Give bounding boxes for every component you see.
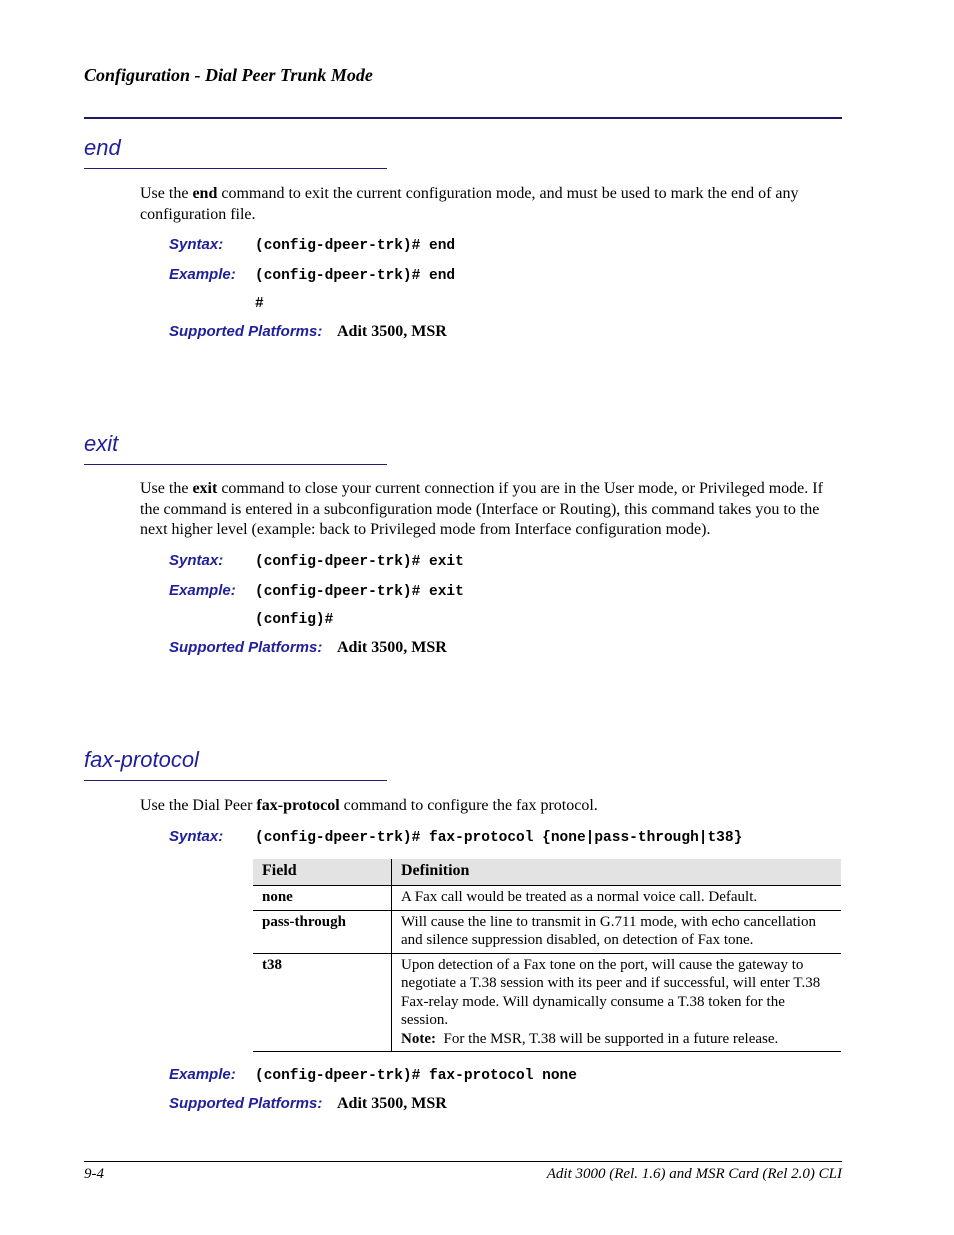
note-label: Note: [401,1030,436,1047]
platforms-value-end: Adit 3500, MSR [337,323,447,340]
section-rule-exit [84,464,387,465]
example-code-exit-1: (config-dpeer-trk)# exit [255,584,464,600]
platforms-label: Supported Platforms: [169,323,323,340]
definition-cell: A Fax call would be treated as a normal voice call. Default. [392,886,842,911]
section-title-fax-protocol: fax-protocol [84,747,199,772]
syntax-label: Syntax: [169,828,224,845]
definition-text: Upon detection of a Fax tone on the port, will cause the gateway to negotiate a T.38 session with its peer and if successful, will enter T.38 Fax-relay mode. Will dynamically consume a T.38 token for the session. [401,956,821,1028]
example-code-end-2: # [255,296,264,312]
page-number: 9-4 [84,1166,104,1182]
syntax-label: Syntax: [169,552,224,569]
section-rule-end [84,168,387,169]
footer-rule [84,1161,842,1162]
document-title: Adit 3000 (Rel. 1.6) and MSR Card (Rel 2.0) CLI [546,1166,842,1182]
description-text: command to close your current connection if you are in the User mode, or Privileged mode. If the command is entered in a subconfiguration mode (Interface or Routing), this command takes you to the next higher level (example: back to Privileged mode from Interface configuration mode). [140,480,823,538]
platforms-label: Supported Platforms: [169,1095,323,1112]
description-fax-protocol [140,796,842,817]
field-cell: t38 [253,953,392,1052]
table-row [253,910,841,953]
syntax-code-fax-protocol: (config-dpeer-trk)# fax-protocol {none|pass-through|t38} [255,830,743,846]
example-code-fax-protocol: (config-dpeer-trk)# fax-protocol none [255,1068,577,1084]
command-keyword: end [192,185,218,202]
platforms-value-exit: Adit 3500, MSR [337,639,447,656]
header-rule [84,117,842,119]
note-text: For the MSR, T.38 will be supported in a future release. [435,1030,779,1047]
platforms-value-fax-protocol: Adit 3500, MSR [337,1095,447,1112]
running-header: Configuration - Dial Peer Trunk Mode [84,65,373,85]
platforms-label: Supported Platforms: [169,639,323,656]
definition-cell: Will cause the line to transmit in G.711 mode, with echo cancellation and silence suppression disabled, on detection of Fax tone. [392,910,842,953]
field-definition-table [253,859,841,1052]
description-text: Use the Dial Peer [140,797,257,814]
syntax-code-end: (config-dpeer-trk)# end [255,238,456,254]
section-title-end: end [84,135,121,160]
description-exit [140,479,842,541]
table-row [253,953,841,1052]
example-code-end-1: (config-dpeer-trk)# end [255,268,456,284]
command-keyword: fax-protocol [256,797,340,814]
description-text: command to exit the current configuration mode, and must be used to mark the end of any configuration file. [140,185,799,223]
syntax-label: Syntax: [169,236,224,253]
column-header-field: Field [253,859,392,886]
field-cell: pass-through [253,910,392,953]
section-rule-fax-protocol [84,780,387,781]
definition-cell [392,953,842,1052]
example-label: Example: [169,1066,236,1083]
example-code-exit-2: (config)# [255,612,334,628]
description-text: Use the [140,185,193,202]
example-label: Example: [169,582,236,599]
table-row [253,886,841,911]
example-label: Example: [169,266,236,283]
description-text: command to configure the fax protocol. [339,797,598,814]
table-header-row [253,859,841,886]
command-keyword: exit [192,480,218,497]
syntax-code-exit: (config-dpeer-trk)# exit [255,554,464,570]
section-title-exit: exit [84,431,119,456]
column-header-definition: Definition [392,859,842,886]
field-cell: none [253,886,392,911]
description-end [140,184,842,225]
description-text: Use the [140,480,193,497]
